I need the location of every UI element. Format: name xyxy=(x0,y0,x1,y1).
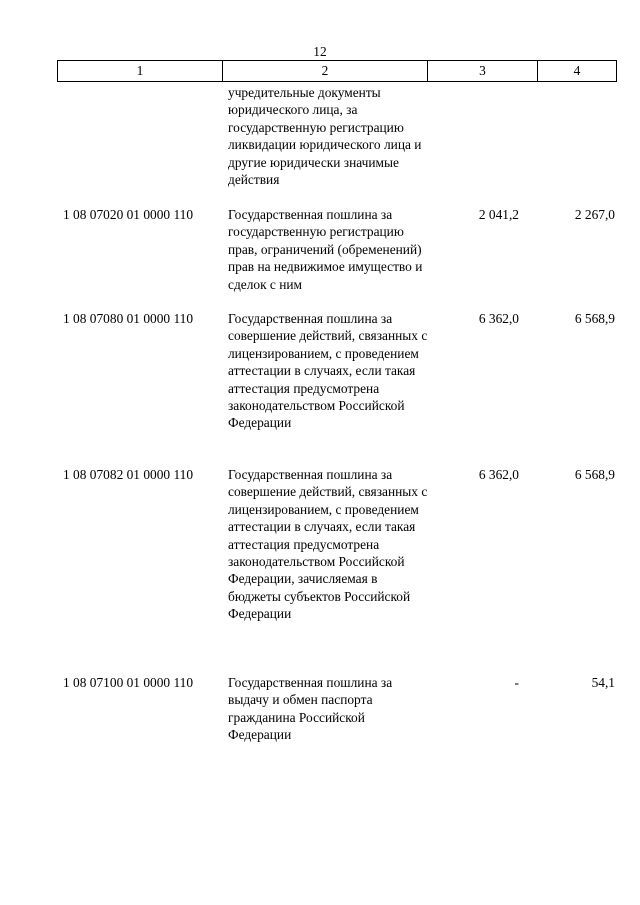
value-col-3: 6 362,0 xyxy=(478,311,519,326)
column-header-table xyxy=(57,60,617,82)
value-col-4: 54,1 xyxy=(591,675,615,690)
continued-description: учредительные документы юридического лица, за государственную регистрацию ликвидации юридического лица и другие юридически значимые действия xyxy=(228,85,422,188)
value-col-3: 6 362,0 xyxy=(478,467,519,482)
column-header-3: 3 xyxy=(428,61,538,82)
value-col-3: 2 041,2 xyxy=(478,207,519,222)
revenue-name: Государственная пошлина за совершение действий, связанных с лицензированием, с проведением аттестации в случаях, если такая аттестация предусмотрена законодательством Российской Федерации xyxy=(228,311,428,431)
revenue-name: Государственная пошлина за государственную регистрацию прав, ограничений (обременений) прав на недвижимое имущество и сделок с ним xyxy=(228,207,423,292)
kbk-code: 1 08 07100 01 0000 110 xyxy=(63,675,194,690)
kbk-code: 1 08 07020 01 0000 110 xyxy=(63,207,194,222)
value-col-3: - xyxy=(514,675,519,690)
kbk-code: 1 08 07082 01 0000 110 xyxy=(63,467,194,482)
column-header-1: 1 xyxy=(58,61,223,82)
value-col-4: 6 568,9 xyxy=(574,467,615,482)
value-col-4: 2 267,0 xyxy=(574,207,615,222)
column-header-2: 2 xyxy=(223,61,428,82)
column-header-4: 4 xyxy=(538,61,617,82)
page-number: 12 xyxy=(313,44,327,59)
value-col-4: 6 568,9 xyxy=(574,311,615,326)
column-header-row xyxy=(58,61,617,82)
revenue-name: Государственная пошлина за выдачу и обмен паспорта гражданина Российской Федерации xyxy=(228,675,393,743)
kbk-code: 1 08 07080 01 0000 110 xyxy=(63,311,194,326)
revenue-name: Государственная пошлина за совершение действий, связанных с лицензированием, с проведением аттестации в случаях, если такая аттестация предусмотрена законодательством Российской Федерации, зачисляемая в бюджеты субъектов Российской Федерации xyxy=(228,467,428,622)
